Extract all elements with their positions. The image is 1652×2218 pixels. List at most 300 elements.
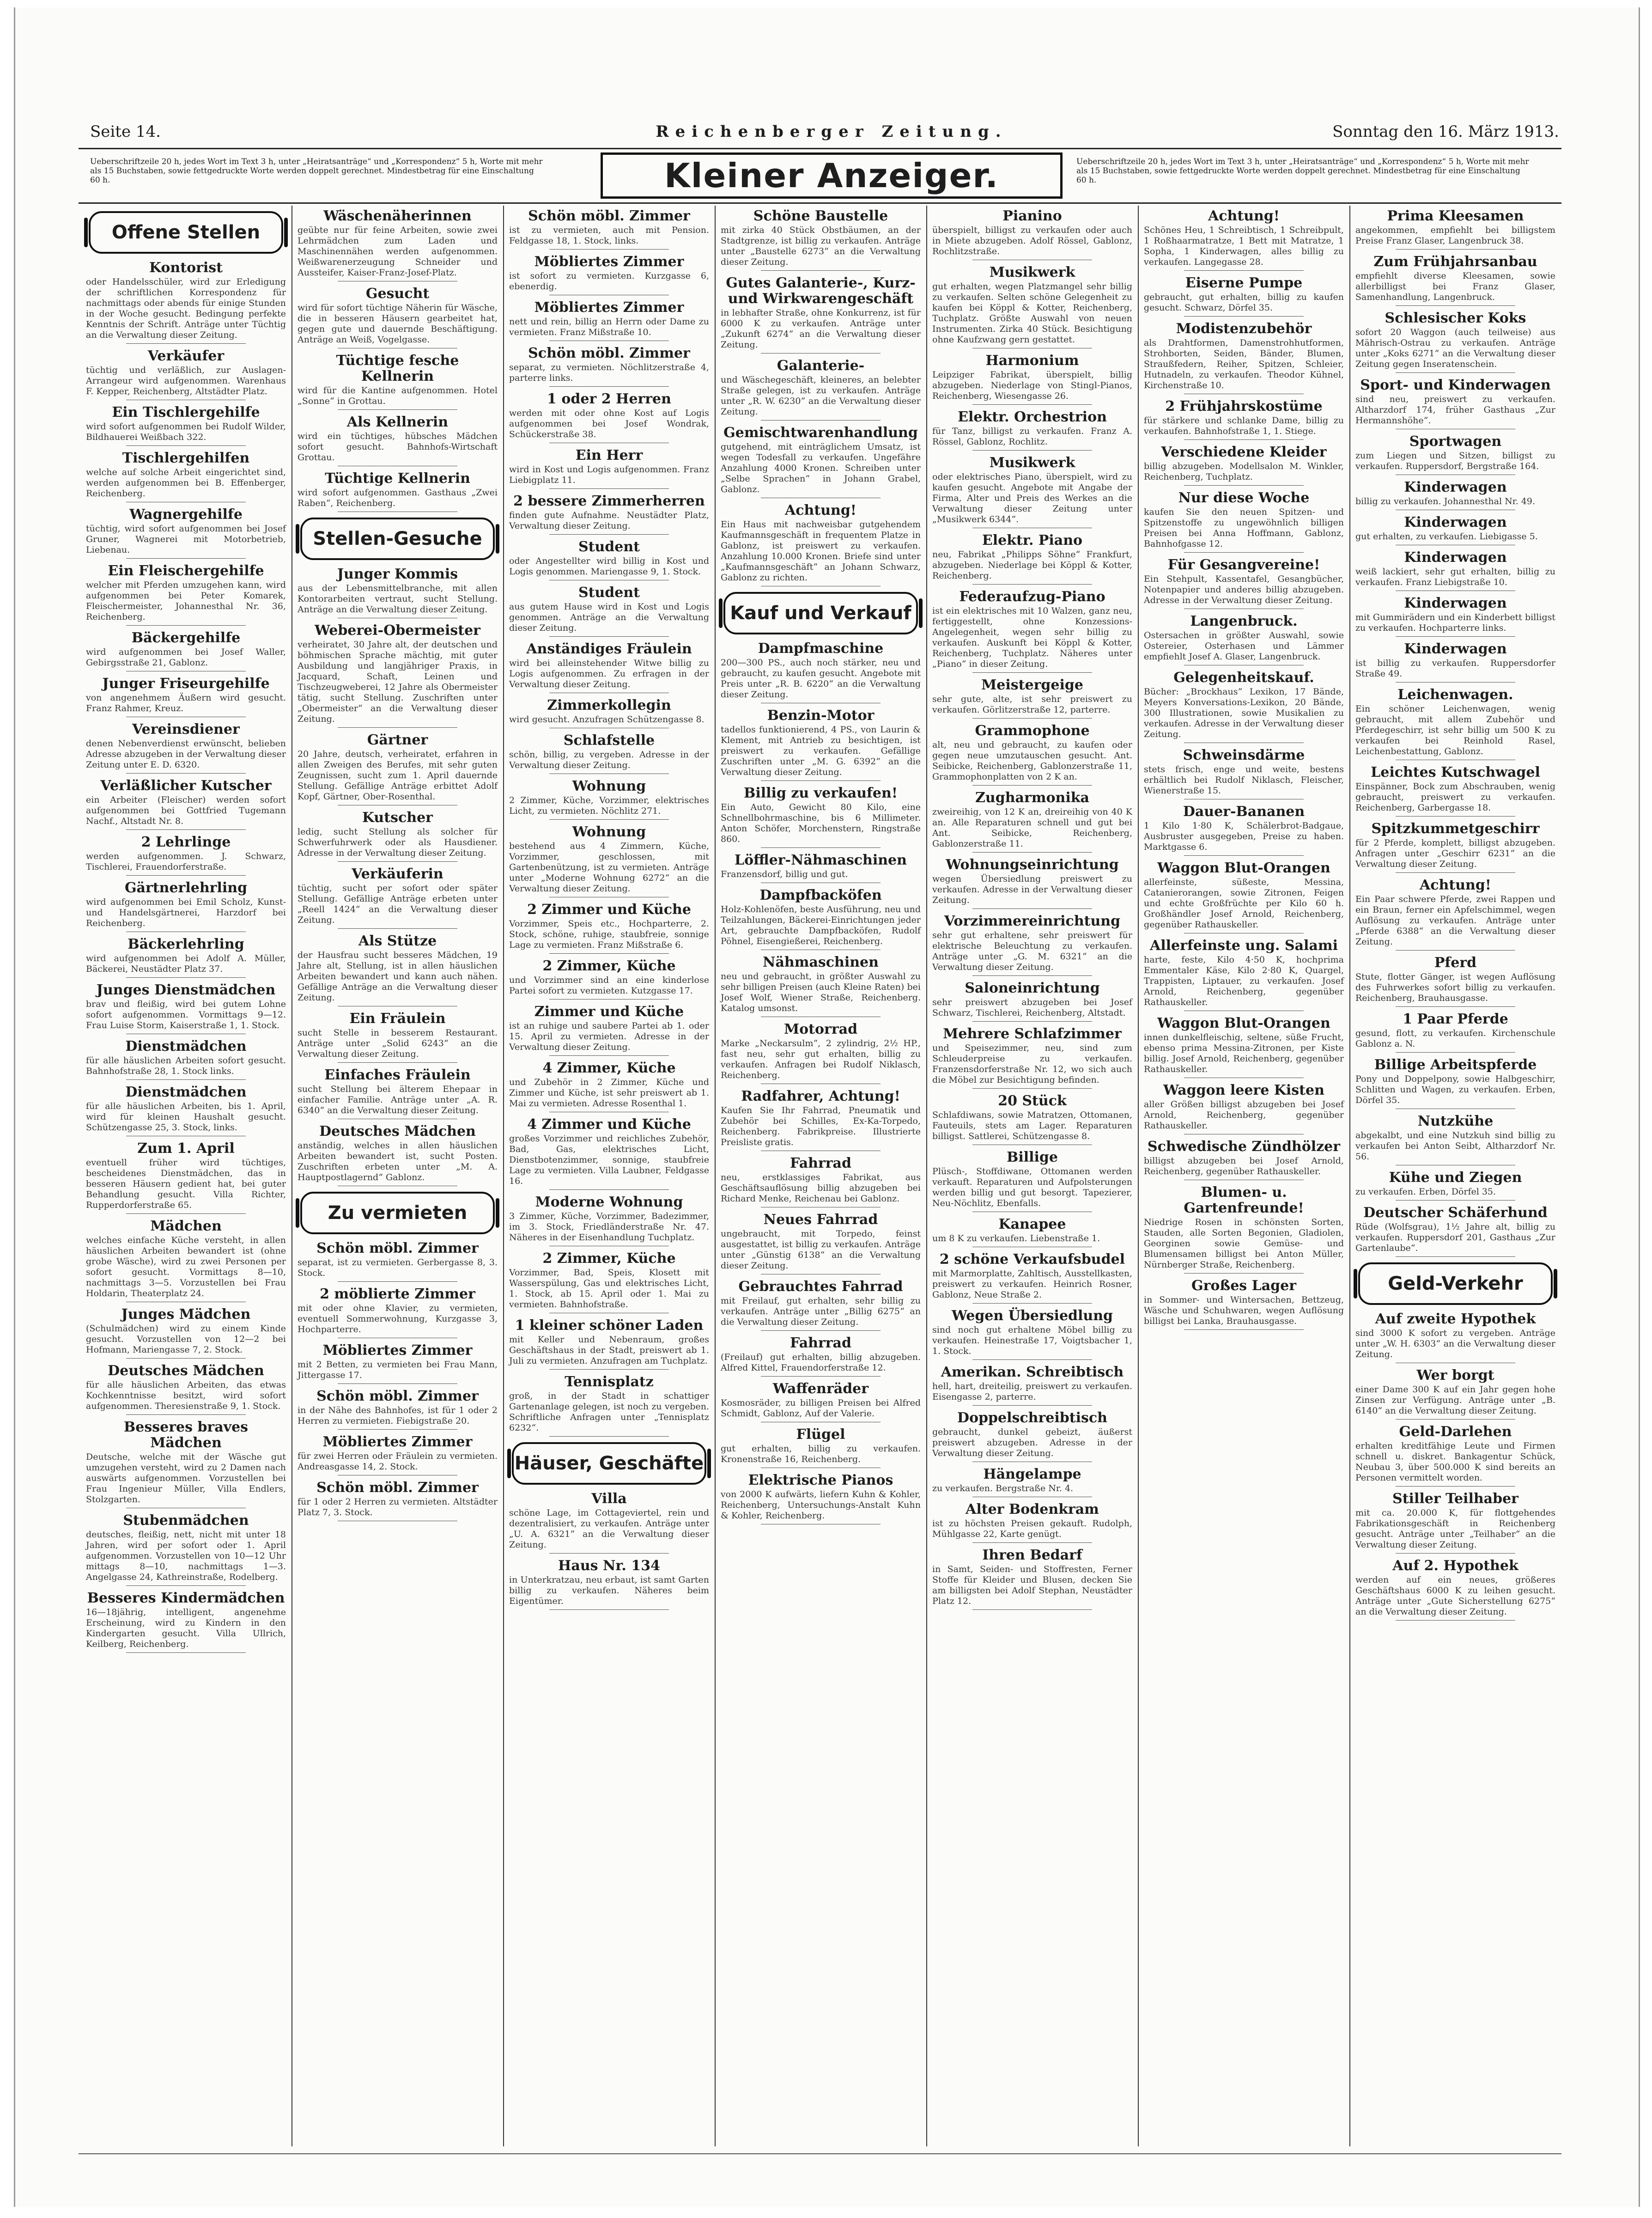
classified-ad bbox=[509, 346, 709, 387]
ad-headline: Löffler-Nähmaschinen bbox=[735, 852, 907, 868]
ad-separator bbox=[972, 852, 1093, 853]
ad-text: ist sofort zu vermieten. Kurzgasse 6, ebenerdig. bbox=[509, 271, 709, 292]
classified-ad bbox=[1355, 1558, 1555, 1621]
ad-separator bbox=[549, 1436, 669, 1437]
ad-headline: Ein Fleischergehilfe bbox=[108, 563, 264, 579]
newspaper-name: Reichenberger Zeitung. bbox=[656, 122, 1008, 141]
ad-headline: Sport- und Kinderwagen bbox=[1360, 377, 1551, 393]
ad-text: und Vorzimmer sind an eine kinderlose Partei sofort zu vermieten. Kutzgasse 17. bbox=[509, 975, 709, 996]
classified-ad bbox=[932, 1365, 1132, 1406]
ad-headline: Moderne Wohnung bbox=[535, 1194, 683, 1210]
classified-ad bbox=[86, 1219, 286, 1302]
classified-ad bbox=[932, 857, 1132, 909]
classified-ad bbox=[932, 1410, 1132, 1462]
ad-headline: Möbliertes Zimmer bbox=[322, 1342, 473, 1359]
classified-ad bbox=[298, 353, 498, 410]
ad-headline: Zimmerkollegin bbox=[547, 697, 671, 713]
ad-headline: Langenbruck. bbox=[1190, 613, 1298, 629]
classified-ad bbox=[932, 409, 1132, 451]
ad-headline: Gelegenheitskauf. bbox=[1173, 670, 1314, 686]
ad-separator bbox=[126, 1414, 246, 1415]
classified-ad bbox=[1355, 821, 1555, 873]
ad-headline: Fahrrad bbox=[790, 1155, 851, 1171]
classified-ad bbox=[86, 880, 286, 932]
ad-separator bbox=[972, 1359, 1093, 1360]
ad-text: weiß lackiert, sehr gut erhalten, billig zu verkaufen. Franz Liebigstraße 10. bbox=[1355, 567, 1555, 587]
ad-text: verheiratet, 30 Jahre alt, der deutschen und böhmischen Sprache mächtig, mit guter Ausbildung und langjähriger Praxis, in Jacquard, Schaft, Leinen und Tischzeugweberei, 12 Jahre als Obermeister tätig, sucht Stellung. Zuschriften unter „Obermeister“ an die Verwaltung dieser Zeitung. bbox=[298, 640, 498, 724]
ad-text: billig abzugeben. Modellsalon M. Winkler, Reichenberg, Tuchplatz. bbox=[1144, 461, 1344, 482]
ad-text: für alle häuslichen Arbeiten, bis 1. April, wird für kleinen Haushalt gesucht. Schützengasse 25, 3. Stock, links. bbox=[86, 1101, 286, 1133]
ad-separator bbox=[1184, 316, 1304, 317]
classified-ad bbox=[298, 1067, 498, 1119]
ad-text: für Tanz, billigst zu verkaufen. Franz A. Rössel, Gablonz, Rochlitz. bbox=[932, 426, 1132, 447]
ad-headline: Verkäuferin bbox=[352, 866, 443, 882]
ad-text: billig zu verkaufen. Johannesthal Nr. 49. bbox=[1355, 496, 1536, 506]
ad-text: abgekalbt, und eine Nutzkuh sind billig zu verkaufen bei Anton Seibt, Altharzdorf Nr. 56. bbox=[1355, 1130, 1555, 1162]
ad-separator bbox=[126, 1079, 246, 1080]
ad-headline: Tischlergehilfen bbox=[122, 450, 250, 466]
ad-headline: 2 Lehrlinge bbox=[141, 834, 231, 850]
ad-text: separat, zu vermieten. Nöchlitzerstraße 4, parterre links. bbox=[509, 362, 709, 383]
ad-separator bbox=[972, 450, 1093, 451]
ad-separator bbox=[972, 584, 1093, 585]
ad-text: Kaufen Sie Ihr Fahrrad, Pneumatik und Zubehör bei Schilles, Ex-Ka-Torpedo, Reichenberg. Fabrikpreise. Illustrierte Preisliste gratis. bbox=[721, 1105, 921, 1147]
column-6 bbox=[1141, 206, 1347, 2146]
classified-ad bbox=[721, 503, 921, 586]
ad-text: Ein Paar schwere Pferde, zwei Rappen und ein Braun, ferner ein Apfelschimmel, wegen Auflösung zu verkaufen. Anträge unter „Pferde 6388“ an die Verwaltung dieser Zeitung. bbox=[1355, 894, 1555, 947]
ad-headline: Spitzkummetgeschirr bbox=[1371, 821, 1540, 837]
ad-text: gut erhalten, zu verkaufen. Liebigasse 5. bbox=[1355, 531, 1538, 542]
bottom-rule bbox=[79, 2153, 1561, 2154]
ad-headline: Elektrische Pianos bbox=[748, 1472, 893, 1488]
ad-text: Bücher: „Brockhaus“ Lexikon, 17 Bände, Meyers Konversations-Lexikon, 20 Bände, 300 Illustrationen, sowie Musikalien zu verkaufen. Adresse in der Verwaltung dieser Zeitung. bbox=[1144, 687, 1344, 739]
classified-ad bbox=[509, 448, 709, 489]
ad-text: wird aufgenommen bei Josef Waller, Gebirgsstraße 21, Gablonz. bbox=[86, 647, 286, 668]
ad-headline: Kühe und Ziegen bbox=[1389, 1170, 1522, 1186]
ad-headline: Geld-Darlehen bbox=[1399, 1424, 1512, 1440]
ad-text: wird sofort aufgenommen bei Rudolf Wilder, Bildhauerei Weißbach 322. bbox=[86, 421, 286, 442]
classified-ad bbox=[721, 275, 921, 353]
ad-headline: Modistenzubehör bbox=[1176, 321, 1312, 337]
classified-ad bbox=[86, 1363, 286, 1415]
ad-headline: 2 Zimmer, Küche bbox=[542, 958, 676, 974]
ad-headline: Auf 2. Hypothek bbox=[1392, 1558, 1518, 1574]
ad-text: gesund, flott, zu verkaufen. Kirchenschule Gablonz a. N. bbox=[1355, 1028, 1555, 1049]
ad-text: Kosmosräder, zu billigen Preisen bei Alfred Schmidt, Gablonz, Auf der Valerie. bbox=[721, 1398, 921, 1419]
ad-separator bbox=[549, 488, 669, 489]
ad-text: 16—18jährig, intelligent, angenehme Erscheinung, wird zu Kindern in den Kindergarten gesucht. Villa Ullrich, Keilberg, Reichenberg. bbox=[86, 1607, 286, 1649]
ad-text: Rüde (Wolfsgrau), 1½ Jahre alt, billig zu verkaufen. Ruppersdorf 201, Gasthaus „Zur Gartenlaube“. bbox=[1355, 1222, 1555, 1253]
ad-headline: Vereinsdiener bbox=[132, 721, 240, 737]
ad-separator bbox=[1184, 855, 1304, 856]
ad-separator bbox=[126, 1652, 246, 1653]
ad-headline: Kinderwagen bbox=[1404, 479, 1507, 495]
classified-ad bbox=[509, 391, 709, 443]
classified-ad bbox=[721, 708, 921, 781]
classified-ad bbox=[721, 1022, 921, 1084]
classified-ad bbox=[721, 641, 921, 703]
top-rule bbox=[79, 148, 1561, 149]
ad-text: wird sofort aufgenommen. Gasthaus „Zwei Raben“, Reichenberg. bbox=[298, 487, 498, 508]
ad-separator bbox=[972, 404, 1093, 405]
classified-ad bbox=[1144, 1185, 1344, 1274]
ad-text: 2 Zimmer, Küche, Vorzimmer, elektrisches Licht, zu vermieten. Nöchlitz 271. bbox=[509, 795, 709, 816]
ad-separator bbox=[1396, 1620, 1516, 1621]
ad-text: mit oder ohne Klavier, zu vermieten, eventuell Sommerwohnung, Kurzgasse 3, Hochparterre. bbox=[298, 1303, 498, 1334]
classified-ad bbox=[86, 1307, 286, 1359]
page-number: Seite 14. bbox=[90, 122, 161, 141]
classified-ad bbox=[721, 1279, 921, 1331]
classified-ad bbox=[509, 1060, 709, 1112]
classified-ad bbox=[86, 982, 286, 1034]
ad-text: sind noch gut erhaltene Möbel billig zu verkaufen. Heinestraße 17, Voigtsbacher 1, 1. Stock. bbox=[932, 1325, 1132, 1356]
classified-ad bbox=[1144, 860, 1344, 933]
ad-text: oder elektrisches Piano, überspielt, wird zu kaufen gesucht. Angebote mit Angabe der Firma, Alter und Preis des Werkes an die Verwaltung dieser Zeitung unter „Musikwerk 6344“. bbox=[932, 472, 1132, 524]
column-rule bbox=[715, 206, 716, 2146]
ad-headline: 20 Stück bbox=[998, 1093, 1067, 1109]
classified-ad bbox=[721, 425, 921, 498]
ad-separator bbox=[549, 534, 669, 535]
ad-text: Schlafdiwans, sowie Matratzen, Ottomanen, Fauteuils, stets am Lager. Reparaturen billigst. Sattlerei, Schützengasse 8. bbox=[932, 1110, 1132, 1141]
ad-text: tüchtig, sucht per sofort oder später Stellung. Gefällige Anträge erbeten unter „Reell 1424“ an die Verwaltung dieser Zeitung. bbox=[298, 883, 498, 925]
ad-text: gut erhalten, wegen Platzmangel sehr billig zu verkaufen. Selten schöne Gelegenheit zu kaufen bei Köppl & Kotter, Reichenberg, Tuchplatz. Größte Auswahl von neuen Instrumenten. Zirka 40 Stück. Besichtigung ohne Kaufzwang gern gestattet. bbox=[932, 281, 1132, 345]
ad-headline: Junger Kommis bbox=[337, 566, 458, 582]
classified-ad bbox=[932, 1252, 1132, 1304]
ad-headline: Junges Mädchen bbox=[121, 1306, 251, 1322]
ad-text: kaufen Sie den neuen Spitzen- und Spitzenstoffe zu ungewöhnlich billigen Preisen bei Anna Hoffmann, Gablonz, Bahnhofgasse 12. bbox=[1144, 507, 1344, 549]
ad-text: wird für sofort tüchtige Näherin für Wäsche, die in besseren Häusern gearbeitet hat, gegen gute und dauernde Beschäftigung. Anträge an Weiß, Vogelgasse. bbox=[298, 303, 498, 345]
ad-text: stets frisch, enge und weite, bestens erhältlich bei Rudolf Niklasch, Fleischer, Wienerstraße 15. bbox=[1144, 764, 1344, 796]
ad-text: sehr gut erhaltene, sehr preiswert für elektrische Beleuchtung zu verkaufen. Anträge unter „G. M. 6321“ an die Verwaltung dieser Zeitung. bbox=[932, 930, 1132, 972]
ad-text: tadellos funktionierend, 4 PS., von Laurin & Klement, mit Antrieb zu besichtigen, ist preiswert zu verkaufen. Gefällige Zuschriften unter „M. G. 6392“ an die Verwaltung dieser Zeitung. bbox=[721, 725, 921, 777]
column-rule bbox=[503, 206, 504, 2146]
ad-text: wird aufgenommen bei Adolf A. Müller, Bäckerei, Neustädter Platz 37. bbox=[86, 953, 286, 974]
classified-ad bbox=[298, 1241, 498, 1282]
ad-headline: Deutsches Mädchen bbox=[319, 1123, 476, 1139]
ad-text: aus der Lebensmittelbranche, mit allen Kontorarbeiten vertraut, sucht Stellung. Anträge an die Verwaltung dieser Zeitung. bbox=[298, 583, 498, 615]
classified-ad bbox=[1355, 434, 1555, 475]
classified-ad bbox=[1355, 1368, 1555, 1420]
ad-headline: Waggon Blut-Orangen bbox=[1157, 1015, 1330, 1031]
ad-text: für alle häuslichen Arbeiten sofort gesucht. Bahnhofstraße 28, 1. Stock links. bbox=[86, 1055, 286, 1076]
ad-separator bbox=[1396, 1419, 1516, 1420]
ad-text: Pony und Doppelpony, sowie Halbgeschirr, Schlitten und Wagen, zu verkaufen. Erben, Dörfel 35. bbox=[1355, 1074, 1555, 1105]
ad-headline: Möbliertes Zimmer bbox=[322, 1434, 473, 1450]
classified-ad bbox=[1355, 208, 1555, 250]
ad-separator bbox=[126, 1358, 246, 1359]
classified-ad bbox=[298, 1480, 498, 1521]
ad-text: Vorzimmer, Speis etc., Hochparterre, 2. Stock, schöne, ruhige, staubfreie, sonnige Lage zu vermieten. Franz Mißstraße 6. bbox=[509, 919, 709, 950]
ad-text: als Drahtformen, Damenstrohhutformen, Strohborten, Seiden, Bänder, Blumen, Straußfedern, Reiher, Spitzen, Schleier, Hutnadeln, zu verkaufen. Theodor Kühnel, Kirchenstraße 10. bbox=[1144, 338, 1344, 390]
ad-headline: Schön möbl. Zimmer bbox=[316, 1240, 479, 1256]
classified-ad bbox=[1144, 670, 1344, 743]
ad-text: neu und gebraucht, in größter Auswahl zu sehr billigen Preisen (auch Kleine Raten) bei Josef Wolf, Wiener Straße, Reichenberg. Katalog umsonst. bbox=[721, 971, 921, 1013]
ad-separator bbox=[126, 875, 246, 876]
ad-headline: Dienstmädchen bbox=[125, 1038, 247, 1054]
ad-headline: Haus Nr. 134 bbox=[558, 1558, 660, 1574]
ad-headline: Gemischtwarenhandlung bbox=[723, 425, 918, 441]
classified-ad bbox=[509, 779, 709, 820]
classified-ad bbox=[509, 1251, 709, 1313]
ad-separator bbox=[549, 1189, 669, 1190]
ad-text: hell, hart, dreiteilig, preiswert zu verkaufen. Eisengasse 2, parterre. bbox=[932, 1381, 1132, 1402]
ad-text: eventuell früher wird tüchtiges, bescheidenes Dienstmädchen, das in besseren Häusern gedient hat, bei guter Behandlung gesucht. Villa Richter, Rupperdorferstraße 65. bbox=[86, 1158, 286, 1210]
ad-text: sucht Stelle in besserem Restaurant. Anträge unter „Solid 6243“ an die Verwaltung dieser Zeitung. bbox=[298, 1028, 498, 1059]
ad-text: finden gute Aufnahme. Neustädter Platz, Verwaltung dieser Zeitung. bbox=[509, 510, 709, 531]
classified-ad bbox=[1355, 1205, 1555, 1257]
ad-text: ist zu vermieten, auch mit Pension. Feldgasse 18, 1. Stock, links. bbox=[509, 225, 709, 246]
ad-text: deutsches, fleißig, nett, nicht mit unter 18 Jahren, wird per sofort oder 1. April aufgenommen. Vorzustellen von 10—12 Uhr mittags 8—10, nachmittags 1—3. Angelgasse 24, Kathreinstraße, Rodelberg. bbox=[86, 1529, 286, 1582]
ad-text: wegen Übersiedlung preiswert zu verkaufen. Adresse in der Verwaltung dieser Zeitung. bbox=[932, 874, 1132, 905]
classified-ad bbox=[509, 1004, 709, 1056]
ad-text: Stute, flotter Gänger, ist wegen Auflösung des Fuhrwerkes sofort billig zu verkaufen. Reichenberg, Brauhausgasse. bbox=[1355, 972, 1555, 1003]
classified-ad bbox=[1144, 614, 1344, 665]
ad-headline: Vorzimmereinrichtung bbox=[944, 913, 1121, 929]
ad-separator bbox=[972, 1021, 1093, 1022]
ad-headline: Billig zu verkaufen! bbox=[744, 785, 898, 801]
ad-separator bbox=[338, 928, 458, 929]
classified-ad bbox=[86, 260, 286, 344]
ad-headline: Für Gesangvereine! bbox=[1167, 557, 1320, 573]
ad-headline: Ein Fräulein bbox=[349, 1011, 446, 1027]
classified-ad bbox=[721, 1381, 921, 1422]
ad-separator bbox=[761, 780, 881, 781]
ad-text: Deutsche, welche mit der Wäsche gut umzugehen versteht, wird zu 2 Damen nach auswärts aufgenommen. Vorzustellen bei Frau Ingenieur Müller, Villa Endlers, Stolzgarten. bbox=[86, 1452, 286, 1505]
ad-text: mit Gummirädern und ein Kinderbett billigst zu verkaufen. Hochparterre links. bbox=[1355, 612, 1555, 633]
ad-text: Marke „Neckarsulm“, 2 zylindrig, 2½ HP., fast neu, sehr gut erhalten, billig zu verkaufen. Anfragen bei Rudolf Niklasch, Reichenberg. bbox=[721, 1038, 921, 1080]
ad-text: um 8 K zu verkaufen. Liebenstraße 1. bbox=[932, 1233, 1100, 1243]
classified-ad bbox=[932, 1026, 1132, 1089]
classified-ad bbox=[298, 1286, 498, 1338]
classified-ad bbox=[1144, 208, 1344, 271]
ad-text: und Speisezimmer, neu, sind zum Schleuderpreise zu verkaufen. Franzensdorferstraße Nr. 12, wo sich auch die Möbel zur Besichtigung befinden. bbox=[932, 1043, 1132, 1085]
ad-headline: Achtung! bbox=[785, 502, 856, 518]
ad-headline: Dampfmaschine bbox=[758, 640, 884, 657]
ad-headline: Mädchen bbox=[150, 1218, 222, 1234]
ad-headline: Schlesischer Koks bbox=[1385, 310, 1526, 326]
ad-headline: Als Kellnerin bbox=[346, 414, 449, 430]
ad-separator bbox=[972, 1303, 1093, 1304]
classified-ad bbox=[1355, 1424, 1555, 1487]
ad-separator bbox=[126, 445, 246, 446]
classified-ad bbox=[932, 1467, 1132, 1497]
classified-ad bbox=[721, 786, 921, 848]
ad-headline: Ein Tischlergehilfe bbox=[112, 404, 260, 420]
classified-ad bbox=[1144, 557, 1344, 609]
ad-text: separat, ist zu vermieten. Gerbergasse 8, 3. Stock. bbox=[298, 1257, 498, 1278]
ad-text: ist ein elektrisches mit 10 Walzen, ganz neu, fertiggestellt, ohne Konzessions-Angelegenheit, wegen sehr billig zu verkaufen. Auskunft bei Köppl & Kotter, Reichenberg, Tuchplatz. Näheres unter „Piano“ in dieser Zeitung. bbox=[932, 606, 1132, 669]
ad-headline: Motorrad bbox=[783, 1021, 858, 1037]
ad-headline: Als Stütze bbox=[358, 933, 437, 949]
classified-ad bbox=[509, 698, 709, 728]
ad-separator bbox=[549, 1369, 669, 1370]
ad-separator bbox=[1396, 950, 1516, 951]
ad-separator bbox=[1396, 249, 1516, 250]
ad-headline: Schwedische Zündhölzer bbox=[1147, 1139, 1341, 1155]
classified-ad bbox=[1355, 641, 1555, 682]
ad-text: in der Nähe des Bahnhofes, ist für 1 oder 2 Herren zu vermieten. Fiebigstraße 20. bbox=[298, 1405, 498, 1426]
ad-separator bbox=[972, 1088, 1093, 1089]
ad-text: (Schulmädchen) wird zu einem Kinde gesucht. Vorzustellen von 12—2 bei Hofmann, Mariengasse 7, 2. Stock. bbox=[86, 1323, 286, 1355]
ad-text: von angenehmem Äußern wird gesucht. Franz Rahmer, Kreuz. bbox=[86, 693, 286, 713]
ad-text: tüchtig, wird sofort aufgenommen bei Josef Gruner, Wagnerei mit Motorbetrieb, Liebenau. bbox=[86, 524, 286, 555]
ad-headline: Wegen Übersiedlung bbox=[951, 1308, 1113, 1324]
ad-headline: Schöne Baustelle bbox=[753, 208, 888, 224]
classified-ad bbox=[298, 471, 498, 512]
classified-ad bbox=[1144, 399, 1344, 440]
ad-text: geübte nur für feine Arbeiten, sowie zwei Lehrmädchen zum Laden und Maschinennähen werden aufgenommen. Weißwarenerzeugung Schneider und Aussteifer, Kaiser-Franz-Josef-Platz. bbox=[298, 225, 498, 278]
ad-headline: Waffenräder bbox=[772, 1381, 869, 1397]
ad-separator bbox=[549, 1055, 669, 1056]
ad-headline: Verkäufer bbox=[147, 348, 225, 364]
ad-headline: Alter Bodenkram bbox=[966, 1501, 1099, 1517]
ad-text: für zwei Herren oder Fräulein zu vermieten. Andreasgasse 14, 2. Stock. bbox=[298, 1451, 498, 1472]
ad-text: sehr preiswert abzugeben bei Josef Schwarz, Tischlerei, Reichenberg, Altstadt. bbox=[932, 997, 1132, 1018]
classified-ad bbox=[932, 790, 1132, 853]
ad-text: ist billig zu verkaufen. Ruppersdorfer Straße 49. bbox=[1355, 658, 1555, 679]
ad-headline: Kutscher bbox=[362, 810, 433, 826]
classified-ad bbox=[1355, 311, 1555, 373]
classified-ad bbox=[86, 937, 286, 978]
ad-headline: Junges Dienstmädchen bbox=[96, 982, 276, 998]
ad-headline: Nähmaschinen bbox=[763, 954, 879, 970]
ad-text: allerfeinste, süßeste, Messina, Catanierorangen, sowie Zitronen, Feigen und echte Großfrüchte per Kilo 60 h. Großhändler Josef Arnold, Reichenberg, gegenüber Rathauskeller. bbox=[1144, 877, 1344, 930]
ad-separator bbox=[549, 386, 669, 387]
ad-headline: Besseres Kindermädchen bbox=[87, 1590, 285, 1606]
ad-headline: Deutsches Mädchen bbox=[108, 1363, 264, 1379]
ad-separator bbox=[1396, 1052, 1516, 1053]
classified-ad bbox=[721, 208, 921, 271]
classified-ad bbox=[1355, 515, 1555, 545]
ad-headline: 1 kleiner schöner Laden bbox=[515, 1317, 704, 1334]
ad-headline: Harmonium bbox=[985, 353, 1079, 369]
ad-separator bbox=[972, 1405, 1093, 1406]
ad-headline: Zum 1. April bbox=[137, 1140, 235, 1157]
ad-headline: Tüchtige fesche Kellnerin bbox=[336, 353, 459, 384]
ad-headline: Meistergeige bbox=[981, 677, 1083, 693]
ad-headline: Musikwerk bbox=[989, 264, 1075, 280]
ad-headline: 2 möblierte Zimmer bbox=[320, 1286, 475, 1302]
ad-headline: Billige bbox=[1006, 1149, 1058, 1165]
ad-separator bbox=[126, 343, 246, 344]
classified-ad bbox=[1355, 877, 1555, 951]
ad-separator bbox=[549, 953, 669, 954]
ad-text: mit Freilauf, gut erhalten, sehr billig zu verkaufen. Anträge unter „Billig 6275“ an die Verwaltung dieser Zeitung. bbox=[721, 1296, 921, 1327]
ad-text: sehr gute, alte, ist sehr preiswert zu verkaufen. Görlitzerstraße 12, parterre. bbox=[932, 694, 1132, 715]
classified-ad bbox=[1355, 596, 1555, 637]
classified-ad bbox=[1144, 275, 1344, 317]
ad-headline: Schön möbl. Zimmer bbox=[528, 208, 690, 224]
ad-headline: Doppelschreibtisch bbox=[957, 1410, 1107, 1426]
ad-headline: Achtung! bbox=[1208, 208, 1280, 224]
ad-text: billigst abzugeben bei Josef Arnold, Reichenberg, gegenüber Rathauskeller. bbox=[1144, 1156, 1344, 1176]
classified-ad bbox=[509, 254, 709, 295]
classified-ad bbox=[298, 1124, 498, 1186]
ad-separator bbox=[126, 1585, 246, 1586]
classified-ad bbox=[509, 539, 709, 580]
ad-text: Ein Auto, Gewicht 80 Kilo, eine Schnellbohrmaschine, bis 6 Millimeter. Anton Schöfer, Morchenstern, Ringstraße 860. bbox=[721, 802, 921, 844]
ad-text: Vorzimmer, Bad, Speis, Klosett mit Wasserspülung, Gas und elektrisches Licht, 1. Stock, ab 15. April oder 1. Mai zu vermieten. Bahnhofstraße. bbox=[509, 1267, 709, 1310]
ad-text: harte, feste, Kilo 4·50 K, hochprima Emmentaler Käse, Kilo 2·80 K, Quargel, Trappisten, Liptauer, zu verkaufen. Josef Arnold, Reichenberg, gegenüber Rathauskeller. bbox=[1144, 955, 1344, 1007]
classified-ad bbox=[509, 824, 709, 897]
ad-headline: Student bbox=[578, 585, 640, 601]
ad-separator bbox=[972, 1542, 1093, 1543]
ad-headline: Verläßlicher Kutscher bbox=[100, 778, 272, 794]
ad-headline: Auf zweite Hypothek bbox=[1375, 1311, 1536, 1327]
ad-text: zum Liegen und Sitzen, billigst zu verkaufen. Ruppersdorf, Bergstraße 164. bbox=[1355, 451, 1555, 471]
ad-text: wird ein tüchtiges, hübsches Mädchen sofort gesucht. Bahnhofs-Wirtschaft Grottau. bbox=[298, 431, 498, 463]
ad-headline: Wäschenäherinnen bbox=[323, 208, 472, 224]
ad-text: ist an ruhige und saubere Partei ab 1. oder 15. April zu vermieten. Adresse in der Verwaltung dieser Zeitung. bbox=[509, 1021, 709, 1052]
classified-ad bbox=[509, 1558, 709, 1610]
classified-ad bbox=[509, 902, 709, 954]
ad-text: mit 2 Betten, zu vermieten bei Frau Mann, Jittergasse 17. bbox=[298, 1359, 498, 1380]
ad-text: zu verkaufen. Erben, Dörfel 35. bbox=[1355, 1187, 1496, 1197]
ad-headline: Möbliertes Zimmer bbox=[534, 254, 684, 270]
ad-headline: Gärtner bbox=[367, 732, 428, 748]
ad-text: Ein Stehpult, Kassentafel, Gesangbücher, Notenpapier und anderes billig abzugeben. Adresse in der Verwaltung dieser Zeitung. bbox=[1144, 574, 1344, 605]
ad-headline: Billige Arbeitspferde bbox=[1374, 1057, 1537, 1073]
classified-ad bbox=[1144, 490, 1344, 553]
column-2 bbox=[295, 206, 500, 2146]
ad-text: angekommen, empfiehlt bei billigstem Preise Franz Glaser, Langenbruck 38. bbox=[1355, 225, 1555, 246]
issue-date: Sonntag den 16. März 1913. bbox=[1332, 122, 1559, 141]
classified-ad bbox=[721, 1335, 921, 1377]
ad-headline: Kinderwagen bbox=[1404, 595, 1507, 611]
ad-text: sucht Stellung bei älterem Ehepaar in einfacher Familie. Anträge unter „A. R. 6340“ an die Verwaltung dieser Zeitung. bbox=[298, 1084, 498, 1115]
ad-text: gebraucht, gut erhalten, billig zu kaufen gesucht. Schwarz, Dörfel 35. bbox=[1144, 292, 1344, 313]
ad-separator bbox=[972, 908, 1093, 909]
ad-headline: Wohnungseinrichtung bbox=[946, 857, 1119, 873]
ad-separator bbox=[1396, 1486, 1516, 1487]
ad-separator bbox=[549, 819, 669, 820]
ad-separator bbox=[338, 1062, 458, 1063]
ad-text: für 2 Pferde, komplett, billigst abzugeben. Anfragen unter „Geschirr 6231“ an die Verwaltung dieser Zeitung. bbox=[1355, 838, 1555, 869]
ad-headline: Waggon leere Kisten bbox=[1163, 1082, 1324, 1098]
ad-text: neu, erstklassiges Fabrikat, aus Geschäftsauflösung billig abzugeben bei Richard Menke, Reichenau bei Gablonz. bbox=[721, 1172, 921, 1204]
ad-text: Einspänner, Bock zum Abschrauben, wenig gebraucht, preiswert zu verkaufen. Reichenberg, Garbergasse 18. bbox=[1355, 781, 1555, 813]
ad-headline: Gebrauchtes Fahrrad bbox=[738, 1279, 903, 1295]
ad-headline: Deutscher Schäferhund bbox=[1363, 1205, 1548, 1221]
classified-ad bbox=[1144, 1016, 1344, 1078]
classified-ad bbox=[1144, 445, 1344, 486]
classified-ad bbox=[932, 1093, 1132, 1145]
classified-ad bbox=[509, 300, 709, 341]
ad-text: oder Handelsschüler, wird zur Erledigung der schriftlichen Korrespondenz für nachmittags oder abends für einige Stunden in der Woche gesucht. Bedingung perfekte Kenntnis der Schrift. Anträge unter Tüchtig an die Verwaltung dieser Zeitung. bbox=[86, 277, 286, 340]
ad-text: werden auf ein neues, größeres Geschäftshaus 6000 K zu leihen gesucht. Anträge unter „Gute Sicherstellung 6275“ an die Verwaltung dieser Zeitung. bbox=[1355, 1575, 1555, 1617]
classified-ad bbox=[298, 866, 498, 929]
ad-text: schöne Lage, im Cottageviertel, rein und dezentralisiert, zu verkaufen. Anträge unter „U. A. 6321“ an die Verwaltung dieser Zeitung. bbox=[509, 1508, 709, 1550]
ad-headline: Gutes Galanterie-, Kurz- und Wirkwarengeschäft bbox=[726, 275, 916, 307]
classified-ad bbox=[932, 723, 1132, 786]
classified-ad bbox=[298, 1343, 498, 1384]
classified-ad bbox=[932, 353, 1132, 405]
column-4 bbox=[718, 206, 923, 2146]
classified-ad bbox=[1355, 687, 1555, 760]
classified-ad bbox=[86, 778, 286, 830]
ad-text: bestehend aus 4 Zimmern, Küche, Vorzimmer, geschlossen, mit Gartenbenützung, ist zu vermieten. Anträge unter „Moderne Wohnung 6272“ an die Verwaltung dieser Zeitung. bbox=[509, 841, 709, 894]
ad-headline: Verschiedene Kleider bbox=[1161, 444, 1327, 460]
ad-headline: Besseres braves Mädchen bbox=[123, 1419, 249, 1451]
ad-headline: Dauer-Bananen bbox=[1183, 804, 1305, 820]
ad-headline: Waggon Blut-Orangen bbox=[1157, 860, 1330, 876]
ad-separator bbox=[1396, 1006, 1516, 1007]
ad-text: Ein Haus mit nachweisbar gutgehendem Kaufmannsgeschäft in frequentem Platze in Gablonz, ist preiswert zu verkaufen. Anzahlung 10.000 Kronen. Briefe sind unter „Kaufmannsgeschäft“ an Johann Schwarz, Gablonz zu richten. bbox=[721, 519, 921, 583]
ad-headline: Wohnung bbox=[572, 778, 646, 794]
ad-text: erhalten kreditfähige Leute und Firmen schnell u. diskret. Bankagentur Schück, Neubau 3, über 500.000 K sind bereits an Personen vermittelt worden. bbox=[1355, 1441, 1555, 1483]
ad-separator bbox=[126, 977, 246, 978]
classified-ad bbox=[932, 677, 1132, 719]
